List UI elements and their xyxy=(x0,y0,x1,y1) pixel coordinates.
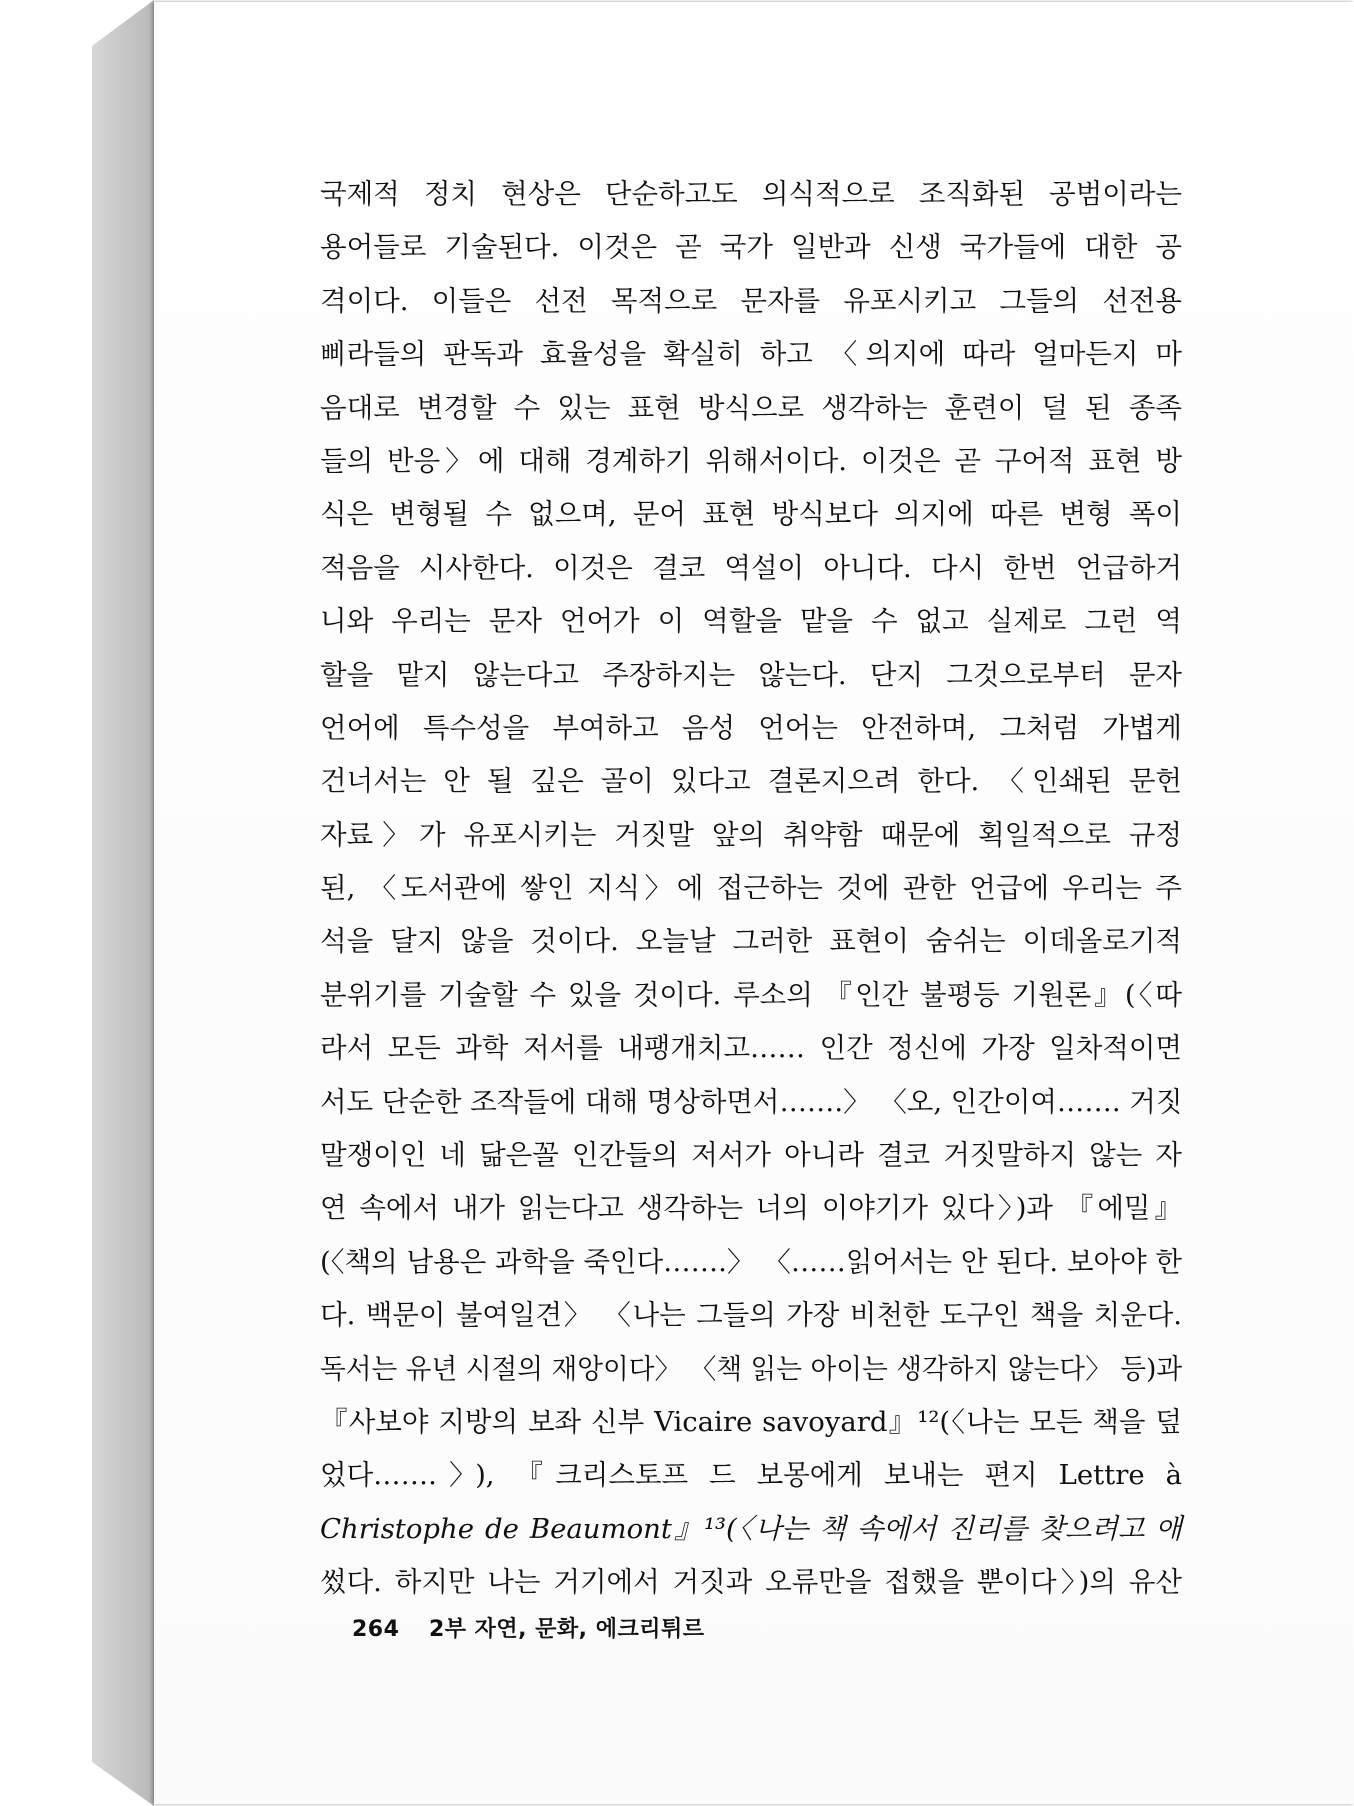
text-line: 국제적 정치 현상은 단순하고도 의식적으로 조직화된 공범이라는 xyxy=(320,178,1182,210)
text-line: 독서는 유년 시절의 재앙이다〉 〈책 읽는 아이는 생각하지 않는다〉 등)과 xyxy=(320,1352,1183,1385)
text-line: Christophe de Beaumont』¹³(〈나는 책 속에서 진리를 찾으려고 애 xyxy=(320,1512,1182,1545)
text-line: (〈책의 남용은 과학을 죽인다…….〉 〈……읽어서는 안 된다. 보아야 한 xyxy=(320,1245,1182,1278)
text-line: 분위기를 기술할 수 있을 것이다. 루소의 『인간 불평등 기원론』(〈따 xyxy=(320,978,1182,1011)
text-line: 석을 달지 않을 것이다. 오늘날 그러한 표현이 숨쉬는 이데올로기적 xyxy=(320,925,1182,958)
text-line: 된, 〈도서관에 쌓인 지식〉에 접근하는 것에 관한 언급에 우리는 주 xyxy=(320,872,1182,905)
text-line: 다. 백문이 불여일견〉 〈나는 그들의 가장 비천한 도구인 책을 치운다. xyxy=(320,1299,1182,1332)
text-line: 라서 모든 과학 저서를 내팽개치고…… 인간 정신에 가장 일차적이면 xyxy=(320,1032,1182,1065)
text-line: 썼다. 하지만 나는 거기에서 거짓과 오류만을 접했을 뿐이다〉)의 유산 xyxy=(320,1566,1182,1599)
text-line: 음대로 변경할 수 있는 표현 방식으로 생각하는 훈련이 덜 된 종족 xyxy=(320,391,1182,424)
body-text xyxy=(320,168,1182,1610)
text-line: 말쟁이인 네 닮은꼴 인간들의 저서가 아니라 결코 거짓말하지 않는 자 xyxy=(320,1139,1182,1172)
text-line: 용어들로 기술된다. 이것은 곧 국가 일반과 신생 국가들에 대한 공 xyxy=(320,231,1182,264)
text-line: 자료〉가 유포시키는 거짓말 앞의 취약함 때문에 획일적으로 규정 xyxy=(320,818,1182,851)
text-line: 건너서는 안 될 깊은 골이 있다고 결론지으려 한다. 〈인쇄된 문헌 xyxy=(320,765,1182,798)
page-footer xyxy=(352,1612,704,1643)
text-line: 들의 반응〉에 대해 경계하기 위해서이다. 이것은 곧 구어적 표현 방 xyxy=(320,444,1182,477)
text-line: 언어에 특수성을 부여하고 음성 언어는 안전하며, 그처럼 가볍게 xyxy=(320,711,1182,744)
text-line: 연 속에서 내가 읽는다고 생각하는 너의 이야기가 있다〉)과 『에밀』 xyxy=(320,1192,1182,1225)
text-line: 적음을 시사한다. 이것은 결코 역설이 아니다. 다시 한번 언급하거 xyxy=(320,551,1182,584)
running-head: 2부 자연, 문화, 에크리튀르 xyxy=(428,1617,705,1642)
page-number: 264 xyxy=(352,1617,400,1642)
text-line: 삐라들의 판독과 효율성을 확실히 하고 〈의지에 따라 얼마든지 마 xyxy=(320,338,1182,371)
book-spine-edge xyxy=(92,0,154,1806)
text-line: 식은 변형될 수 없으며, 문어 표현 방식보다 의지에 따른 변형 폭이 xyxy=(320,498,1182,531)
text-line: 었다…….〉), 『크리스토프 드 보몽에게 보내는 편지 Lettre à xyxy=(320,1459,1182,1492)
text-line: 할을 맡지 않는다고 주장하지는 않는다. 단지 그것으로부터 문자 xyxy=(320,658,1182,691)
text-line: 니와 우리는 문자 언어가 이 역할을 맡을 수 없고 실제로 그런 역 xyxy=(320,605,1182,638)
text-line: 『사보야 지방의 보좌 신부 Vicaire savoyard』¹²(〈나는 모든 책을 덮 xyxy=(320,1405,1182,1438)
text-line: 격이다. 이들은 선전 목적으로 문자를 유포시키고 그들의 선전용 xyxy=(320,284,1182,317)
text-line: 서도 단순한 조작들에 대해 명상하면서…….〉 〈오, 인간이여……. 거짓 xyxy=(320,1085,1183,1118)
